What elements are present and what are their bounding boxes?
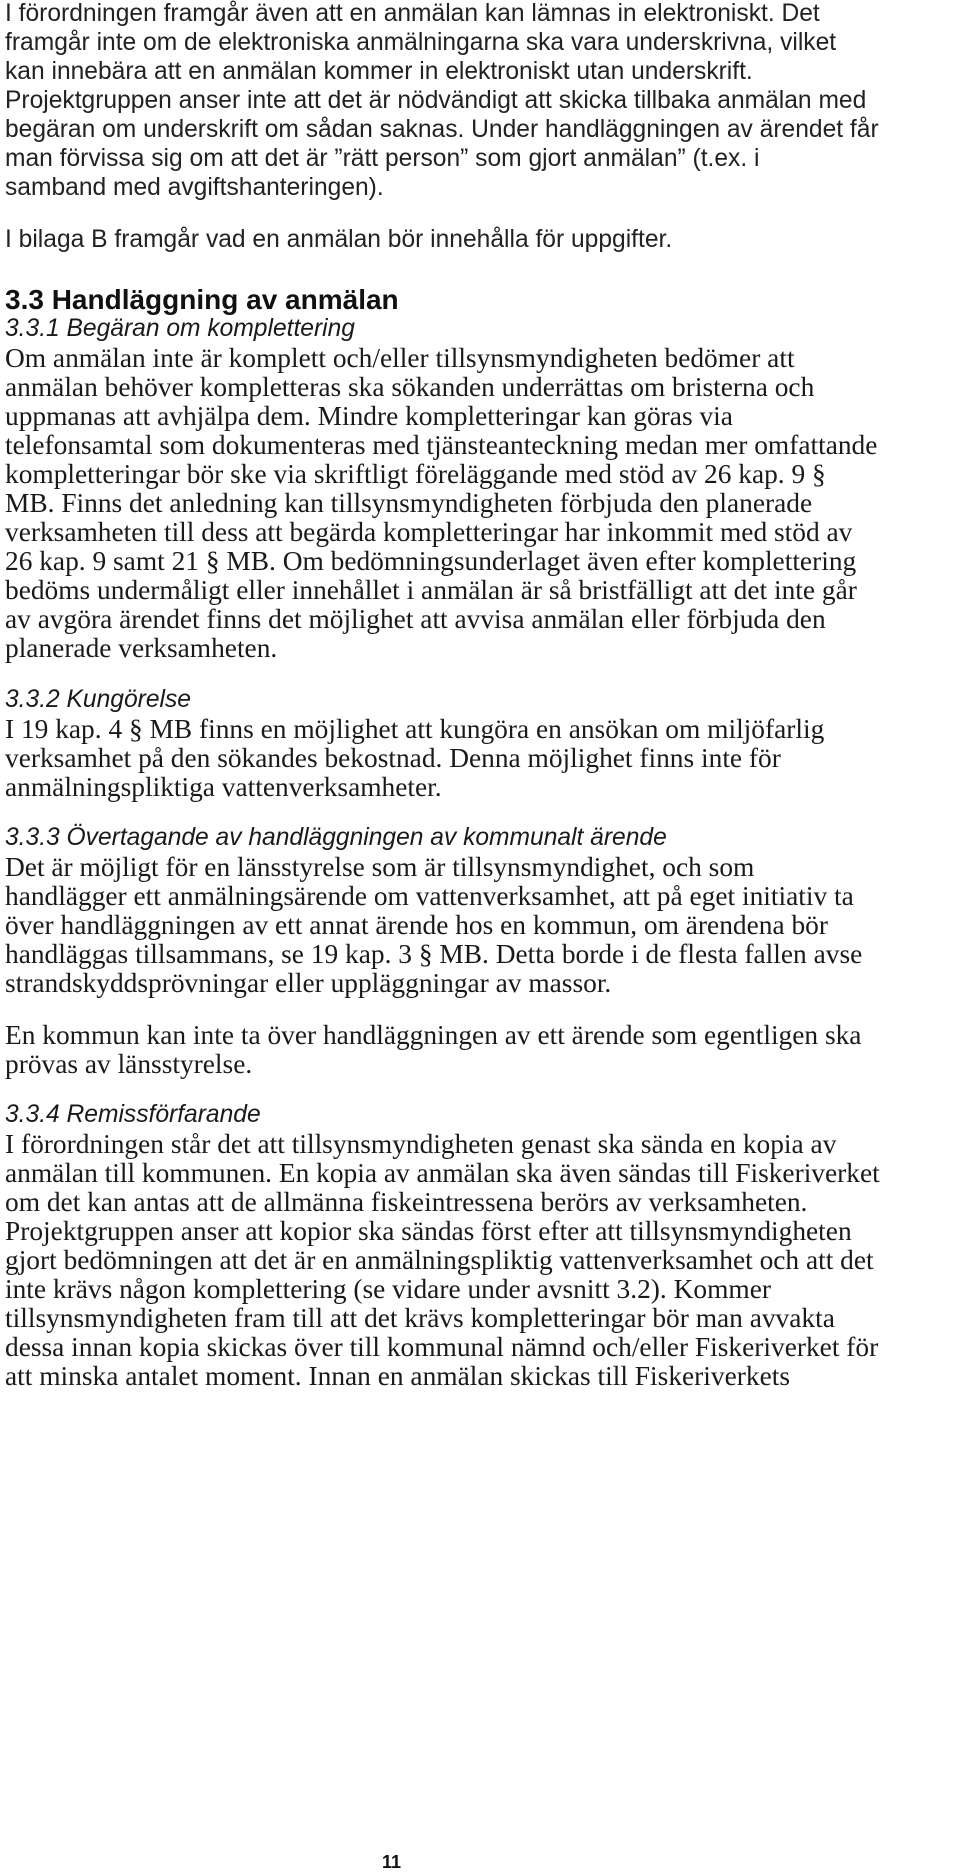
- body-line: dessa innan kopia skickas över till kommunal nämnd och/eller Fiskeriverket för: [5, 1332, 879, 1362]
- body-line: inte krävs någon komplettering (se vidare under avsnitt 3.2). Kommer: [5, 1274, 771, 1304]
- body-line: om det kan antas att de allmänna fiskeintressena berörs av verksamheten.: [5, 1187, 808, 1217]
- intro-line: Projektgruppen anser inte att det är nödvändigt att skicka tillbaka anmälan med: [5, 87, 867, 114]
- body-line: kompletteringar bör ske via skriftligt föreläggande med stöd av 26 kap. 9 §: [5, 459, 826, 489]
- body-line: Det är möjligt för en länsstyrelse som är tillsynsmyndighet, och som: [5, 852, 755, 882]
- body-line: uppmanas att avhjälpa dem. Mindre kompletteringar kan göras via: [5, 401, 733, 431]
- intro-line: framgår inte om de elektroniska anmälningarna ska vara underskrivna, vilket: [5, 29, 837, 56]
- body-line: bedöms undermåligt eller innehållet i anmälan är så bristfälligt att det inte går: [5, 575, 857, 605]
- intro-line: I förordningen framgår även att en anmälan kan lämnas in elektroniskt. Det: [5, 0, 820, 27]
- body-line: planerade verksamheten.: [5, 633, 278, 663]
- body-line: 26 kap. 9 samt 21 § MB. Om bedömningsunderlaget även efter komplettering: [5, 546, 857, 576]
- body-line: En kommun kan inte ta över handläggningen av ett ärende som egentligen ska: [5, 1020, 862, 1050]
- bilaga-note: I bilaga B framgår vad en anmälan bör innehålla för uppgifter.: [5, 226, 673, 253]
- intro-line: begäran om underskrift om sådan saknas. Under handläggningen av ärendet får: [5, 116, 879, 143]
- body-line: I 19 kap. 4 § MB finns en möjlighet att kungöra en ansökan om miljöfarlig: [5, 714, 825, 744]
- intro-line: kan innebära att en anmälan kommer in elektroniskt utan underskrift.: [5, 58, 753, 85]
- body-line: anmälningspliktiga vattenverksamheter.: [5, 772, 442, 802]
- body-line: över handläggningen av ett annat ärende hos en kommun, om ärendena bör: [5, 910, 828, 940]
- intro-line: man förvissa sig om att det är ”rätt person” som gjort anmälan” (t.ex. i: [5, 145, 760, 172]
- body-line: tillsynsmyndigheten fram till att det krävs kompletteringar bör man avvakta: [5, 1303, 835, 1333]
- section-heading: 3.3 Handläggning av anmälan: [5, 284, 399, 315]
- body-line: anmälan till kommunen. En kopia av anmälan ska även sändas till Fiskeriverket: [5, 1158, 880, 1188]
- subsection-heading: 3.3.1 Begäran om komplettering: [5, 315, 355, 342]
- intro-line: samband med avgiftshanteringen).: [5, 174, 384, 201]
- body-line: MB. Finns det anledning kan tillsynsmyndigheten förbjuda den planerade: [5, 488, 813, 518]
- subsection-heading: 3.3.3 Övertagande av handläggningen av kommunalt ärende: [5, 824, 667, 851]
- body-line: av avgöra ärendet finns det möjlighet att avvisa anmälan eller förbjuda den: [5, 604, 826, 634]
- body-line: anmälan behöver kompletteras ska sökanden underrättas om bristerna och: [5, 372, 815, 402]
- body-line: strandskyddsprövningar eller uppläggningar av massor.: [5, 968, 612, 998]
- subsection-heading: 3.3.4 Remissförfarande: [5, 1101, 261, 1128]
- body-line: prövas av länsstyrelse.: [5, 1049, 253, 1079]
- page-number: 11: [382, 1852, 402, 1872]
- body-line: verksamheten till dess att begärda kompletteringar har inkommit med stöd av: [5, 517, 853, 547]
- subsection-heading: 3.3.2 Kungörelse: [5, 686, 191, 713]
- body-line: verksamhet på den sökandes bekostnad. Denna möjlighet finns inte för: [5, 743, 781, 773]
- body-line: gjort bedömningen att det är en anmälningspliktig vattenverksamhet och att det: [5, 1245, 874, 1275]
- body-line: telefonsamtal som dokumenteras med tjänsteanteckning medan mer omfattande: [5, 430, 878, 460]
- body-line: handläggas tillsammans, se 19 kap. 3 § MB. Detta borde i de flesta fallen avse: [5, 939, 863, 969]
- body-line: Om anmälan inte är komplett och/eller tillsynsmyndigheten bedömer att: [5, 343, 795, 373]
- body-line: I förordningen står det att tillsynsmyndigheten genast ska sända en kopia av: [5, 1129, 837, 1159]
- body-line: Projektgruppen anser att kopior ska sändas först efter att tillsynsmyndigheten: [5, 1216, 852, 1246]
- body-line: att minska antalet moment. Innan en anmälan skickas till Fiskeriverkets: [5, 1361, 790, 1391]
- body-line: handlägger ett anmälningsärende om vattenverksamhet, att på eget initiativ ta: [5, 881, 854, 911]
